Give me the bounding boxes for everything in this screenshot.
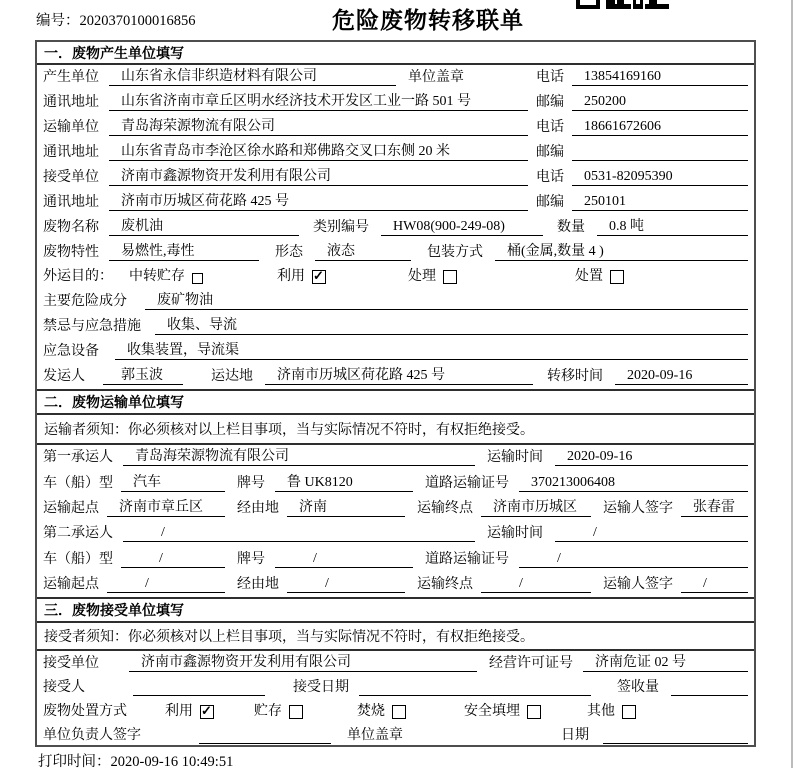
carrier-sign-field: 张春雷 bbox=[681, 496, 748, 517]
route-via-label: 经由地 bbox=[237, 500, 279, 516]
vehicle-type-field: 汽车 bbox=[121, 471, 225, 492]
waste-props-label: 废物特性 bbox=[43, 245, 99, 260]
zip-label: 邮编 bbox=[536, 95, 564, 110]
serial-value: 2020370100016856 bbox=[79, 13, 196, 29]
waste-props-field: 易燃性,毒性 bbox=[109, 240, 259, 261]
route1-row bbox=[37, 496, 754, 521]
treat-checkbox bbox=[443, 270, 457, 284]
form-table bbox=[35, 40, 756, 747]
route-end2-field: / bbox=[481, 576, 591, 593]
purpose-label: 外运目的： bbox=[43, 269, 113, 284]
waste-name-label: 废物名称 bbox=[43, 220, 99, 235]
vehicle1-row bbox=[37, 470, 754, 495]
carrier1-row bbox=[37, 445, 754, 470]
route-via2-field: / bbox=[287, 576, 405, 593]
road-permit2-field: / bbox=[519, 551, 748, 568]
hazard-row bbox=[37, 289, 754, 314]
plate-label: 牌号 bbox=[237, 551, 265, 567]
disposal-store-checkbox bbox=[289, 705, 303, 719]
stamp-label: 单位盖章 bbox=[408, 70, 464, 85]
section-3-notice: 接受者须知：你必须核对以上栏目事项，当与实际情况不符时，有权拒绝接受。 bbox=[37, 623, 754, 651]
unit-stamp-label: 单位盖章 bbox=[347, 728, 403, 743]
producer-name-field: 山东省永信非织造材料有限公司 bbox=[109, 65, 396, 86]
hazard-label: 主要危险成分 bbox=[43, 294, 127, 309]
receiver-address-field: 济南市历城区荷花路 425 号 bbox=[109, 190, 528, 211]
carrier2-row bbox=[37, 521, 754, 546]
address-label: 通讯地址 bbox=[43, 95, 99, 110]
carrier-sign-label: 运输人签字 bbox=[603, 500, 673, 516]
license-label: 经营许可证号 bbox=[489, 656, 573, 671]
transport-time-field: 2020-09-16 bbox=[555, 449, 748, 466]
plate2-field: / bbox=[275, 551, 413, 568]
license-field: 济南危证 02 号 bbox=[583, 651, 748, 672]
date-label: 日期 bbox=[561, 728, 589, 743]
route-end-label: 运输终点 bbox=[417, 500, 473, 516]
section-3-rows bbox=[37, 651, 754, 748]
packing-label: 包装方式 bbox=[427, 245, 483, 260]
phone-label: 电话 bbox=[536, 120, 564, 135]
page-right-edge bbox=[791, 0, 793, 768]
print-time-value: 2020-09-16 10:49:51 bbox=[110, 754, 234, 770]
receiver-address-row bbox=[37, 190, 754, 215]
road-permit-label: 道路运输证号 bbox=[425, 475, 509, 491]
transporter-zip-field bbox=[572, 160, 748, 161]
accept-unit-row bbox=[37, 651, 754, 676]
transfer-time-field: 2020-09-16 bbox=[615, 368, 748, 385]
route-end-field: 济南市历城区 bbox=[481, 496, 591, 517]
option-dispose-label: 处置 bbox=[575, 269, 603, 284]
route2-row bbox=[37, 572, 754, 597]
producer-zip-field: 250200 bbox=[572, 94, 748, 111]
receiver-zip-field: 250101 bbox=[572, 194, 748, 211]
option-treat-label: 处理 bbox=[408, 269, 436, 284]
dispatch-row bbox=[37, 364, 754, 389]
transporter-label: 运输单位 bbox=[43, 120, 99, 135]
use-checkbox bbox=[312, 270, 326, 284]
producer-address-row bbox=[37, 90, 754, 115]
producer-label: 产生单位 bbox=[43, 70, 99, 85]
address-label: 通讯地址 bbox=[43, 195, 99, 210]
transfer-checkbox bbox=[192, 273, 203, 284]
plate-field: 鲁 UK8120 bbox=[275, 471, 413, 492]
option-use-label: 利用 bbox=[277, 269, 305, 284]
producer-address-field: 山东省济南市章丘区明水经济技术开发区工业一路 501 号 bbox=[109, 90, 528, 111]
acceptor-label: 接受人 bbox=[43, 680, 85, 695]
disposal-burn-checkbox bbox=[392, 705, 406, 719]
route-start-label: 运输起点 bbox=[43, 500, 99, 516]
transport-time-label: 运输时间 bbox=[487, 526, 543, 542]
receiver-row bbox=[37, 165, 754, 190]
accept-date-label: 接受日期 bbox=[293, 680, 349, 695]
option-transfer-label: 中转贮存 bbox=[129, 269, 185, 284]
receiver-label: 接受单位 bbox=[43, 170, 99, 185]
phone-label: 电话 bbox=[536, 170, 564, 185]
equipment-field: 收集装置，导流渠 bbox=[115, 339, 748, 360]
route-start-label: 运输起点 bbox=[43, 576, 99, 592]
category-field: HW08(900-249-08) bbox=[381, 219, 543, 236]
zip-label: 邮编 bbox=[536, 195, 564, 210]
acceptor-row bbox=[37, 676, 754, 700]
vehicle-type-label: 车（船）型 bbox=[43, 475, 113, 491]
transport-time-label: 运输时间 bbox=[487, 450, 543, 466]
disposal-landfill-label: 安全填埋 bbox=[464, 704, 520, 719]
accept-unit-label: 接受单位 bbox=[43, 656, 99, 671]
carrier2-field: / bbox=[123, 525, 475, 542]
transporter-row bbox=[37, 115, 754, 140]
dispatcher-label: 发运人 bbox=[43, 369, 85, 384]
producer-row bbox=[37, 65, 754, 90]
form-field: 液态 bbox=[315, 240, 411, 261]
page-title: 危险废物转移联单 bbox=[332, 7, 524, 33]
dispatcher-field: 郭玉波 bbox=[103, 364, 183, 385]
phone-label: 电话 bbox=[536, 70, 564, 85]
packing-field: 桶(金属,数量 4 ) bbox=[495, 240, 748, 261]
destination-label: 运达地 bbox=[211, 369, 253, 384]
responsible-sign-label: 单位负责人签字 bbox=[43, 728, 141, 743]
route-via-field: 济南 bbox=[287, 496, 405, 517]
vehicle-type2-field: / bbox=[121, 551, 225, 568]
section-3-header: 三．废物接受单位填写 bbox=[37, 597, 754, 623]
carrier1-label: 第一承运人 bbox=[43, 450, 113, 466]
accept-date-field bbox=[359, 695, 591, 696]
route-start-field: 济南市章丘区 bbox=[107, 496, 225, 517]
producer-phone-field: 13854169160 bbox=[572, 69, 748, 86]
section-1-header: 一．废物产生单位填写 bbox=[37, 42, 754, 65]
disposal-use-checkbox bbox=[200, 705, 214, 719]
disposal-burn-label: 焚烧 bbox=[357, 704, 385, 719]
carrier1-field: 青岛海荣源物流有限公司 bbox=[123, 445, 475, 466]
transporter-address-row bbox=[37, 140, 754, 165]
disposal-row bbox=[37, 700, 754, 724]
received-qty-field bbox=[671, 695, 748, 696]
equipment-row bbox=[37, 339, 754, 364]
hazard-field: 废矿物油 bbox=[145, 289, 748, 310]
disposal-landfill-checkbox bbox=[527, 705, 541, 719]
transfer-time-label: 转移时间 bbox=[547, 369, 603, 384]
transport-time2-field: / bbox=[555, 525, 748, 542]
purpose-row bbox=[37, 265, 754, 289]
disposal-store-label: 贮存 bbox=[254, 704, 282, 719]
equipment-label: 应急设备 bbox=[43, 344, 99, 359]
print-time-label: 打印时间： bbox=[38, 754, 111, 770]
vehicle2-row bbox=[37, 546, 754, 571]
disposal-use-label: 利用 bbox=[165, 704, 193, 719]
signoff-row bbox=[37, 724, 754, 748]
disposal-other-checkbox bbox=[622, 705, 636, 719]
form-label: 形态 bbox=[275, 245, 303, 260]
responsible-sign-field bbox=[199, 743, 331, 744]
carrier2-label: 第二承运人 bbox=[43, 526, 113, 542]
vehicle-type-label: 车（船）型 bbox=[43, 551, 113, 567]
waste-props-row bbox=[37, 240, 754, 265]
disposal-label: 废物处置方式 bbox=[43, 704, 127, 719]
date-field bbox=[603, 743, 748, 744]
section-2-rows bbox=[37, 445, 754, 597]
accept-unit-field: 济南市鑫源物资开发利用有限公司 bbox=[129, 651, 477, 672]
zip-label: 邮编 bbox=[536, 145, 564, 160]
waste-name-row bbox=[37, 215, 754, 240]
received-qty-label: 签收量 bbox=[617, 680, 659, 695]
serial-label: 编号： bbox=[36, 13, 80, 29]
carrier-sign2-field: / bbox=[681, 576, 748, 593]
section-1-rows bbox=[37, 65, 754, 389]
disposal-other-label: 其他 bbox=[587, 704, 615, 719]
route-start2-field: / bbox=[107, 576, 225, 593]
dispose-checkbox bbox=[610, 270, 624, 284]
destination-field: 济南市历城区荷花路 425 号 bbox=[265, 364, 533, 385]
address-label: 通讯地址 bbox=[43, 145, 99, 160]
taboo-field: 收集、导流 bbox=[155, 314, 748, 335]
serial-number bbox=[36, 9, 196, 30]
qr-code-partial-icon bbox=[576, 0, 672, 9]
road-permit-field: 370213006408 bbox=[519, 475, 748, 492]
waste-name-field: 废机油 bbox=[109, 215, 299, 236]
acceptor-field bbox=[133, 695, 265, 696]
plate-label: 牌号 bbox=[237, 475, 265, 491]
road-permit-label: 道路运输证号 bbox=[425, 551, 509, 567]
receiver-name-field: 济南市鑫源物资开发利用有限公司 bbox=[109, 165, 528, 186]
section-2-header: 二．废物运输单位填写 bbox=[37, 389, 754, 415]
taboo-label: 禁忌与应急措施 bbox=[43, 319, 141, 334]
taboo-row bbox=[37, 314, 754, 339]
quantity-field: 0.8 吨 bbox=[597, 215, 748, 236]
transporter-address-field: 山东省青岛市李沧区徐水路和郑佛路交叉口东侧 20 米 bbox=[109, 140, 528, 161]
carrier-sign-label: 运输人签字 bbox=[603, 576, 673, 592]
category-label: 类别编号 bbox=[313, 220, 369, 235]
receiver-phone-field: 0531-82095390 bbox=[572, 169, 748, 186]
transporter-phone-field: 18661672606 bbox=[572, 119, 748, 136]
route-via-label: 经由地 bbox=[237, 576, 279, 592]
transporter-name-field: 青岛海荣源物流有限公司 bbox=[109, 115, 528, 136]
quantity-label: 数量 bbox=[557, 220, 585, 235]
route-end-label: 运输终点 bbox=[417, 576, 473, 592]
section-2-notice: 运输者须知：你必须核对以上栏目事项，当与实际情况不符时，有权拒绝接受。 bbox=[37, 415, 754, 445]
